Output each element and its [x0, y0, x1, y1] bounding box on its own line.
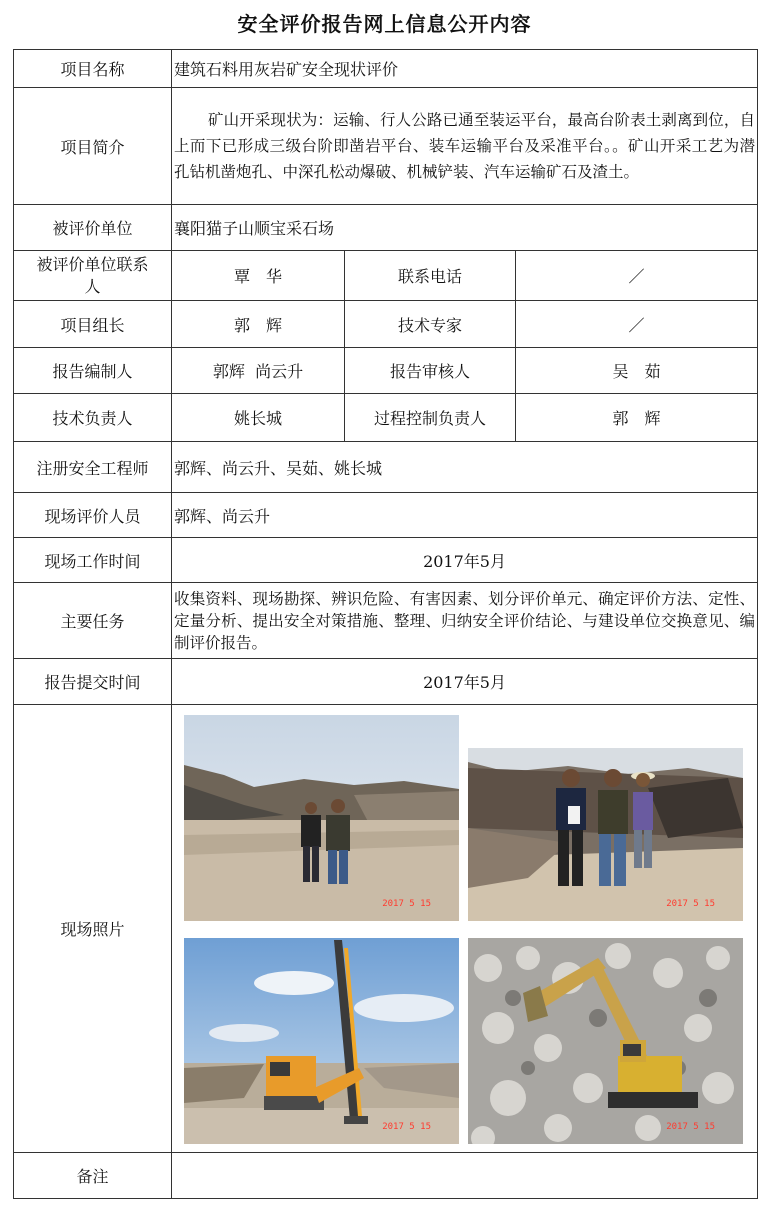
row-leader — [14, 301, 758, 348]
photo-2-date-stamp: 2017 5 15 — [666, 898, 715, 909]
row-main-tasks — [14, 583, 758, 659]
main-tasks-value: 收集资料、现场勘探、辨识危险、有害因素、划分评价单元、确定评价方法、定性、定量分析、提出安全对策措施、整理、归纳安全评价结论、与建设单位交换意见、编制评价报告。 — [172, 583, 758, 659]
photo-grid — [172, 707, 757, 1151]
reviewer-label: 报告审核人 — [345, 348, 516, 394]
leader-value: 郭 辉 — [172, 301, 345, 348]
submit-time-value: 2017年5月 — [172, 659, 758, 705]
field-staff-value: 郭辉、尚云升 — [172, 493, 758, 538]
tech-lead-label: 技术负责人 — [14, 394, 172, 442]
evaluated-unit-label: 被评价单位 — [14, 205, 172, 251]
row-photos — [14, 705, 758, 1153]
contact-value: 覃 华 — [172, 251, 345, 301]
remarks-label: 备注 — [14, 1153, 172, 1199]
engineers-value: 郭辉、尚云升、吴茹、姚长城 — [172, 442, 758, 493]
row-remarks — [14, 1153, 758, 1199]
process-value: 郭 辉 — [516, 394, 758, 442]
row-tech-lead — [14, 394, 758, 442]
process-label: 过程控制负责人 — [345, 394, 516, 442]
photo-4-date-stamp: 2017 5 15 — [666, 1121, 715, 1132]
expert-label: 技术专家 — [345, 301, 516, 348]
row-author — [14, 348, 758, 394]
phone-label: 联系电话 — [345, 251, 516, 301]
photo-3-date-stamp: 2017 5 15 — [382, 1121, 431, 1132]
info-table — [13, 49, 758, 1199]
submit-time-label: 报告提交时间 — [14, 659, 172, 705]
tech-lead-value: 姚长城 — [172, 394, 345, 442]
author-label: 报告编制人 — [14, 348, 172, 394]
remarks-value — [172, 1153, 758, 1199]
project-name-label: 项目名称 — [14, 50, 172, 88]
row-project-intro — [14, 88, 758, 205]
author-value: 郭辉 尚云升 — [172, 348, 345, 394]
row-submit-time — [14, 659, 758, 705]
evaluated-unit-value: 襄阳猫子山顺宝采石场 — [172, 205, 758, 251]
row-evaluated-unit — [14, 205, 758, 251]
site-photo-3 — [184, 938, 459, 1144]
field-time-label: 现场工作时间 — [14, 538, 172, 583]
expert-value: ／ — [516, 301, 758, 348]
photo-1-date-stamp: 2017 5 15 — [382, 898, 431, 909]
page-title: 安全评价报告网上信息公开内容 — [237, 12, 532, 36]
row-field-staff — [14, 493, 758, 538]
site-photo-1 — [184, 715, 459, 921]
row-engineers — [14, 442, 758, 493]
project-intro-label: 项目简介 — [14, 88, 172, 205]
row-field-time — [14, 538, 758, 583]
leader-label: 项目组长 — [14, 301, 172, 348]
field-time-value: 2017年5月 — [172, 538, 758, 583]
main-tasks-label: 主要任务 — [14, 583, 172, 659]
phone-value: ／ — [516, 251, 758, 301]
row-project-name — [14, 50, 758, 88]
photos-label: 现场照片 — [14, 705, 172, 1153]
field-staff-label: 现场评价人员 — [14, 493, 172, 538]
reviewer-value: 吴 茹 — [516, 348, 758, 394]
site-photo-4 — [468, 938, 743, 1144]
contact-label: 被评价单位联系人 — [14, 251, 172, 301]
row-contact — [14, 251, 758, 301]
project-intro-value: 矿山开采现状为：运输、行人公路已通至装运平台，最高台阶表土剥离到位，自上而下已形成三级台阶即凿岩平台、装车运输平台及采准平台。。矿山开采工艺为潜孔钻机凿炮孔、中深孔松动爆破、机械铲装、汽车运输矿石及渣土。 — [172, 88, 758, 205]
site-photo-2 — [468, 748, 743, 921]
project-name-value: 建筑石料用灰岩矿安全现状评价 — [172, 50, 758, 88]
engineers-label: 注册安全工程师 — [14, 442, 172, 493]
